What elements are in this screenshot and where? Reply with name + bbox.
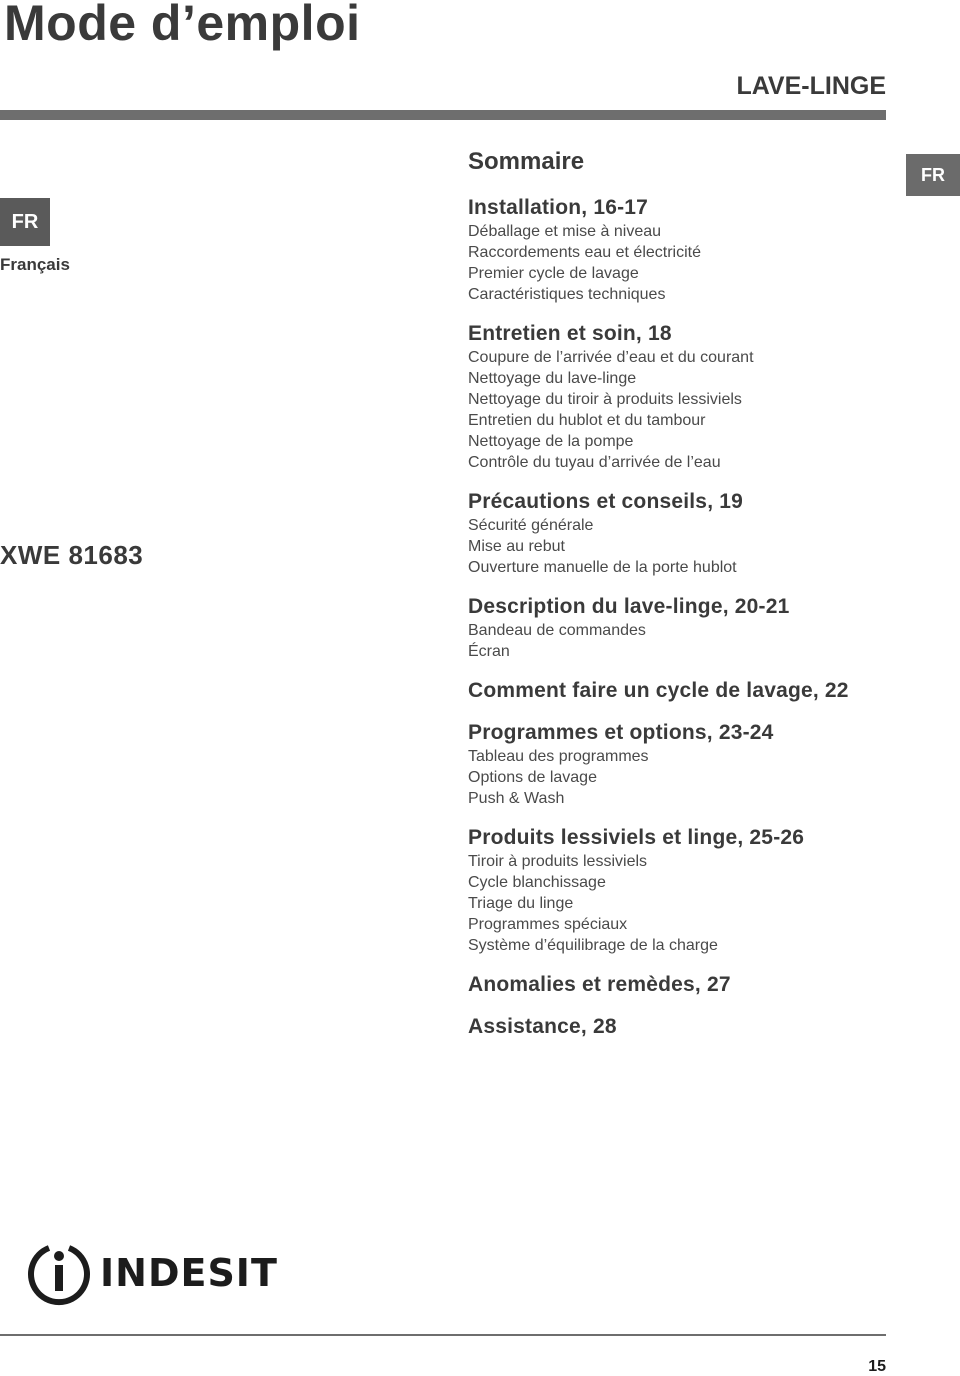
footer-divider [0, 1334, 886, 1336]
toc-section [468, 594, 898, 662]
toc-item: Tiroir à produits lessiviels [468, 853, 648, 870]
toc-section-title: Anomalies et remèdes, 27 [468, 973, 731, 996]
toc-item: Bandeau de commandes [468, 622, 646, 639]
toc-item: Raccordements eau et électricité [468, 244, 701, 261]
toc-section-title: Programmes et options, 23-24 [468, 721, 774, 744]
toc-item: Nettoyage du tiroir à produits lessiviels [468, 391, 742, 408]
toc-item: Coupure de l’arrivée d’eau et du courant [468, 349, 754, 366]
toc-section-title: Précautions et conseils, 19 [468, 490, 744, 513]
language-name: Français [0, 255, 70, 274]
toc-item: Triage du linge [468, 895, 574, 912]
toc-item: Écran [468, 643, 510, 660]
toc-section-title: Description du lave-linge, 20-21 [468, 595, 790, 618]
toc-sections [468, 195, 898, 1040]
document-title: Mode d’emploi [4, 0, 361, 51]
toc-section-title: Comment faire un cycle de lavage, 22 [468, 679, 849, 702]
toc-section [468, 195, 898, 305]
model-number: XWE 81683 [0, 540, 144, 570]
page-number: 15 [868, 1358, 886, 1375]
toc-item: Sécurité générale [468, 517, 594, 534]
brand-logo [26, 1240, 278, 1306]
toc-section [468, 1014, 898, 1040]
toc-item: Push & Wash [468, 790, 565, 807]
toc-heading: Sommaire [468, 148, 585, 175]
language-tab: FR [906, 154, 960, 196]
toc-item: Contrôle du tuyau d’arrivée de l’eau [468, 454, 721, 471]
toc-item: Nettoyage de la pompe [468, 433, 634, 450]
toc-item: Options de lavage [468, 769, 597, 786]
toc-item: Nettoyage du lave-linge [468, 370, 637, 387]
toc-item: Premier cycle de lavage [468, 265, 639, 282]
toc-item: Programmes spéciaux [468, 916, 628, 933]
toc-item: Mise au rebut [468, 538, 565, 555]
toc-item: Caractéristiques techniques [468, 286, 666, 303]
toc-section [468, 720, 898, 809]
toc-section-title: Produits lessiviels et linge, 25-26 [468, 826, 805, 849]
language-badge: FR [0, 198, 50, 246]
toc-section [468, 321, 898, 473]
toc-item: Système d’équilibrage de la charge [468, 937, 718, 954]
toc-item: Entretien du hublot et du tambour [468, 412, 706, 429]
toc-section [468, 825, 898, 956]
header-divider [0, 110, 886, 120]
brand-wordmark: INDESIT [100, 1251, 278, 1295]
product-type: LAVE-LINGE [736, 72, 886, 100]
table-of-contents [468, 148, 898, 1056]
toc-section-title: Installation, 16-17 [468, 196, 649, 219]
toc-section [468, 678, 898, 704]
toc-item: Ouverture manuelle de la porte hublot [468, 559, 737, 576]
indesit-logo-icon [26, 1240, 92, 1306]
toc-item: Tableau des programmes [468, 748, 649, 765]
toc-section-title: Assistance, 28 [468, 1015, 617, 1038]
toc-section [468, 972, 898, 998]
toc-section [468, 489, 898, 578]
toc-item: Cycle blanchissage [468, 874, 606, 891]
toc-section-title: Entretien et soin, 18 [468, 322, 672, 345]
toc-item: Déballage et mise à niveau [468, 223, 662, 240]
